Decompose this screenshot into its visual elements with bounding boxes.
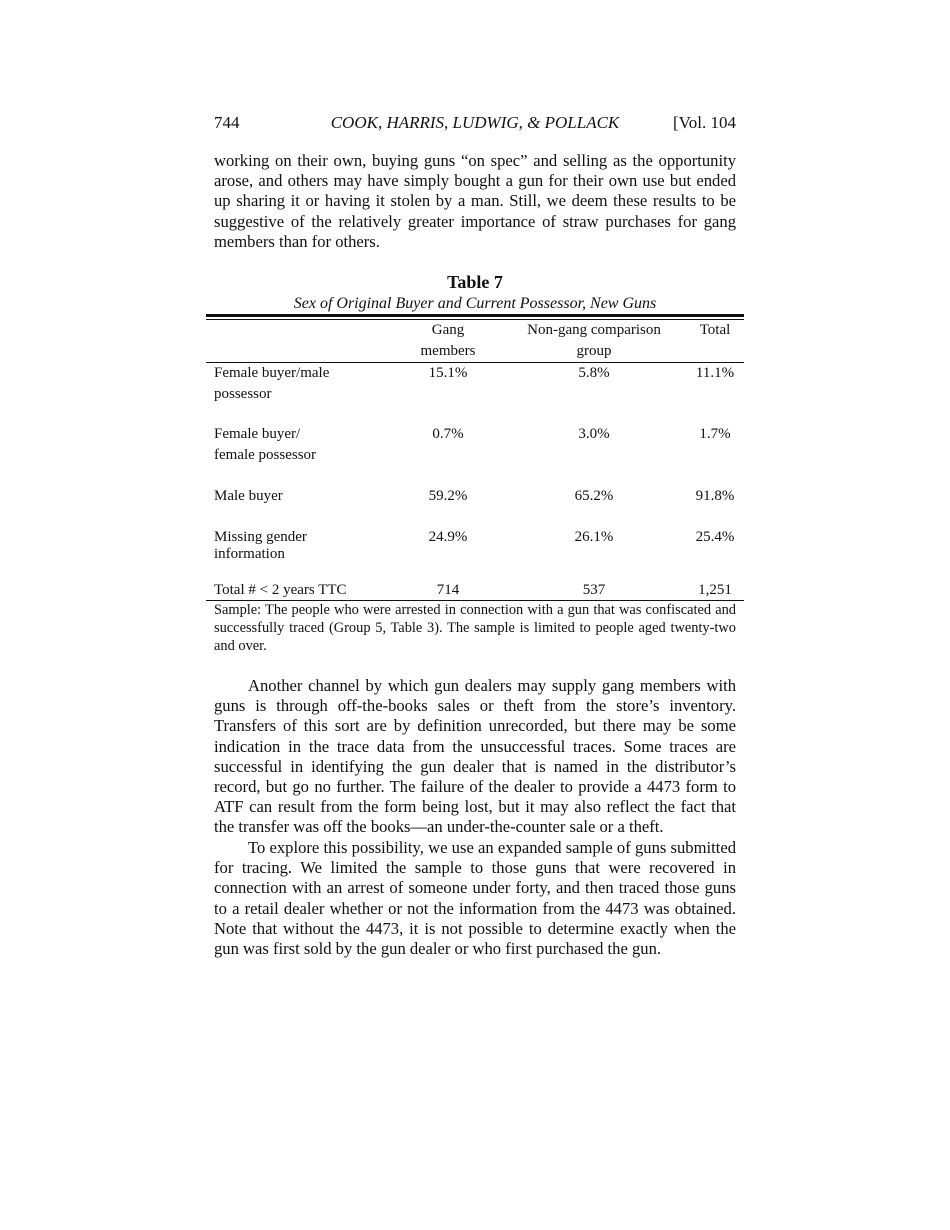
table-top-rule bbox=[206, 314, 744, 317]
running-authors: COOK, HARRIS, LUDWIG, & POLLACK bbox=[330, 113, 620, 132]
cell-nongang: 65.2% bbox=[574, 488, 614, 504]
row-label: Male buyer bbox=[214, 488, 283, 504]
table-title: Table 7 bbox=[447, 272, 503, 292]
cell-nongang: 26.1% bbox=[574, 529, 614, 545]
column-header-line: Non-gang comparison bbox=[527, 322, 661, 338]
row-label-line: Female buyer/male bbox=[214, 365, 330, 381]
intro-paragraph: working on their own, buying guns “on spec” and selling as the opportunity arose, and others may have simply bought a gun for their own use but ended up sharing it or having it stolen by a man. Still, we deem these results to be suggestive of the relatively greater importance of straw purchases for gang members than for others. bbox=[214, 151, 736, 251]
cell-total: 1,251 bbox=[698, 582, 732, 598]
row-label-line: Missing gender bbox=[214, 529, 307, 545]
cell-gang: 714 bbox=[436, 582, 460, 598]
cell-total: 11.1% bbox=[695, 365, 735, 381]
body-paragraph-3: To explore this possibility, we use an expanded sample of guns submitted for tracing. We limited the sample to those guns that were recovered in connection with an arrest of someone under forty, and then traced those guns to a retail dealer whether or not the information from the 4473 was obtained. Note that without the 4473, it is not possible to determine exactly when the gun was first sold by the gun dealer or who first purchased the gun. bbox=[214, 838, 736, 959]
table-subtitle: Sex of Original Buyer and Current Possessor, New Guns bbox=[293, 295, 657, 312]
cell-gang: 59.2% bbox=[428, 488, 468, 504]
column-header-line: group bbox=[576, 342, 612, 359]
column-header-nongang bbox=[514, 320, 674, 361]
row-label: Total # < 2 years TTC bbox=[214, 582, 347, 598]
column-header-gang bbox=[398, 320, 498, 361]
cell-total: 1.7% bbox=[699, 426, 731, 442]
row-label bbox=[214, 527, 394, 564]
body-paragraph-2: Another channel by which gun dealers may supply gang members with guns is through off-the-books sales or theft from the store’s inventory. Transfers of this sort are by definition unrecorded, but there may be some indication in the trace data from the unsuccessful traces. Some traces are successful in identifying the gun dealer that is named in the distributor’s record, but go no further. The failure of the dealer to provide a 4473 form to ATF can result from the form being lost, but it may also reflect the fact that the transfer was off the books—an under-the-counter sale or a theft. bbox=[214, 676, 736, 837]
row-label-line: female possessor bbox=[214, 446, 317, 463]
row-label-line: possessor bbox=[214, 385, 272, 402]
column-header-total bbox=[684, 320, 746, 341]
row-label bbox=[214, 424, 394, 465]
page-number: 744 bbox=[214, 113, 240, 132]
cell-gang: 24.9% bbox=[428, 529, 468, 545]
cell-nongang: 3.0% bbox=[578, 426, 610, 442]
table-note: Sample: The people who were arrested in connection with a gun that was confiscated and successfully traced (Group 5, Table 3). The sample is limited to people aged twenty-two and over. bbox=[214, 602, 736, 654]
column-header-line: Total bbox=[699, 322, 731, 338]
row-label bbox=[214, 363, 394, 404]
column-header-line: members bbox=[420, 342, 476, 359]
row-label-line: information bbox=[214, 545, 285, 562]
cell-gang: 15.1% bbox=[428, 365, 468, 381]
column-header-line: Gang bbox=[431, 322, 465, 338]
cell-gang: 0.7% bbox=[432, 426, 464, 442]
cell-total: 91.8% bbox=[695, 488, 735, 504]
row-label-line: Female buyer/ bbox=[214, 426, 301, 442]
cell-nongang: 5.8% bbox=[578, 365, 610, 381]
cell-nongang: 537 bbox=[582, 582, 606, 598]
volume-label: [Vol. 104 bbox=[673, 113, 736, 132]
cell-total: 25.4% bbox=[695, 529, 735, 545]
